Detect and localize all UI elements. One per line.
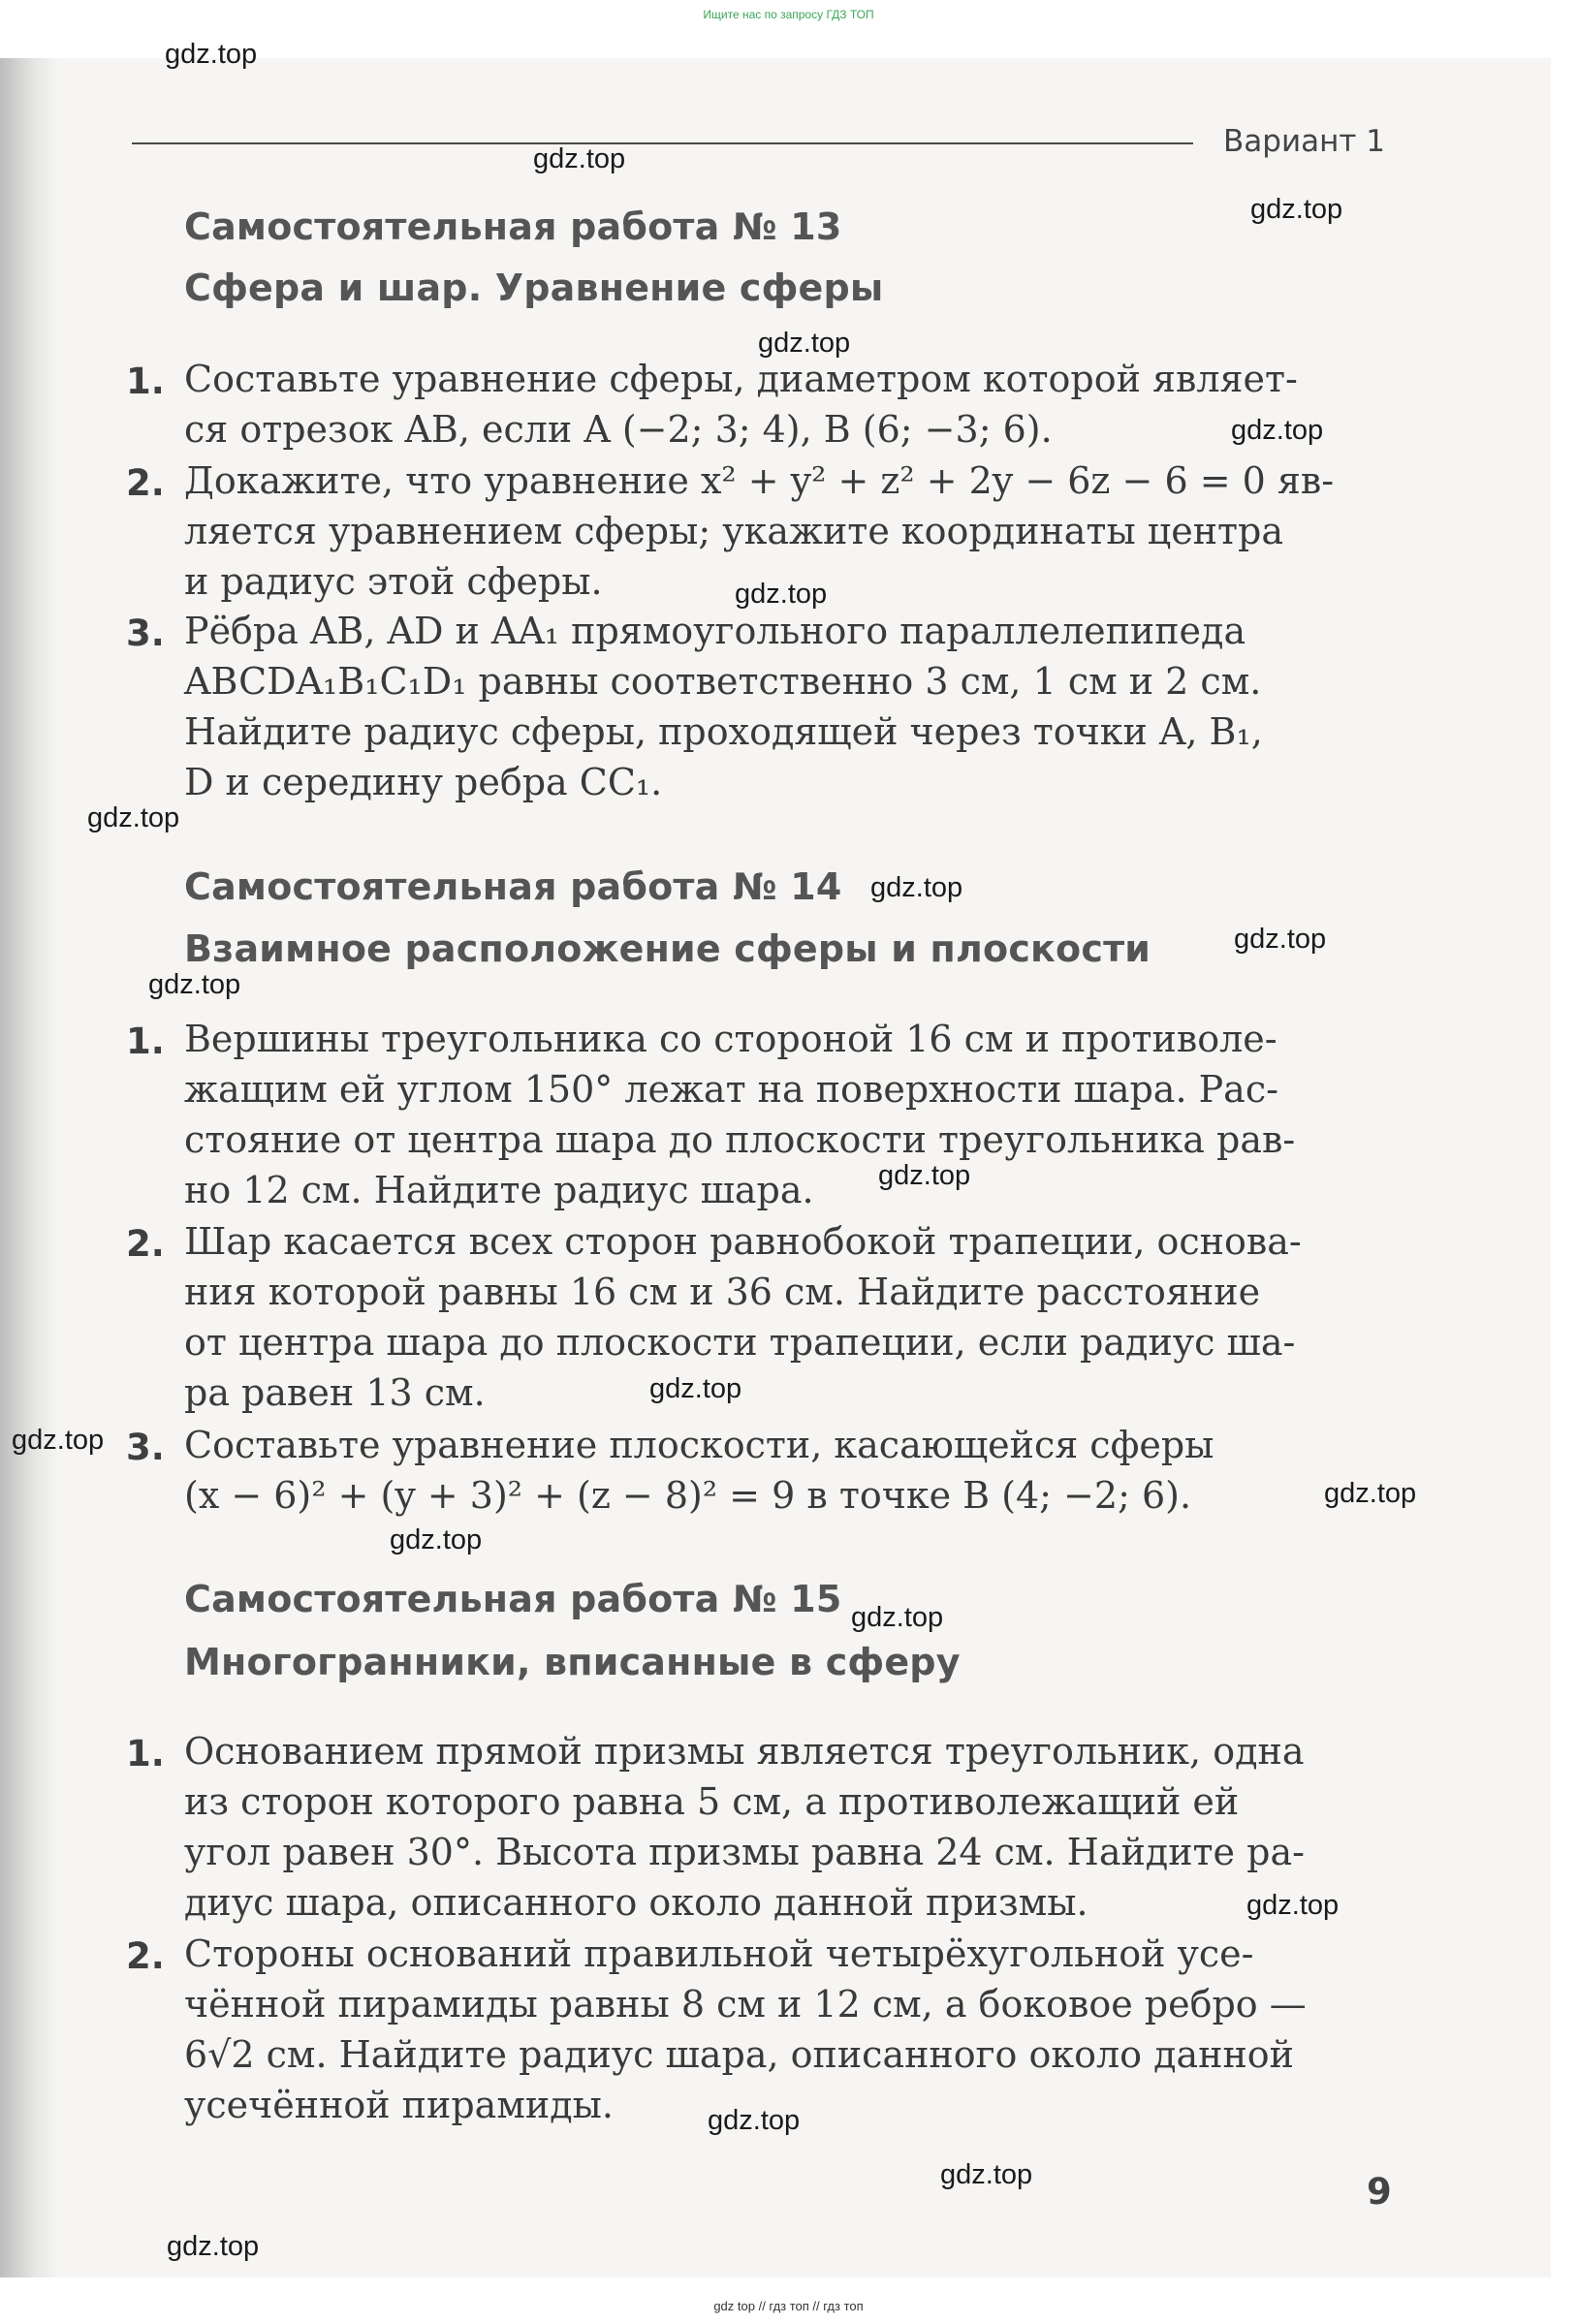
watermark: gdz.top	[1234, 924, 1327, 955]
task-number: 2.	[126, 1935, 165, 1977]
task-line: но 12 см. Найдите радиус шара.	[184, 1169, 814, 1211]
section-title-13: Самостоятельная работа № 13	[184, 205, 842, 248]
section-title-14: Самостоятельная работа № 14	[184, 865, 842, 908]
watermark: gdz.top	[940, 2159, 1033, 2190]
watermark: gdz.top	[649, 1373, 742, 1404]
task-line: из сторон которого равна 5 см, а противолежащий ей	[184, 1780, 1240, 1823]
task-line: (x − 6)² + (y + 3)² + (z − 8)² = 9 в точке B (4; −2; 6).	[184, 1474, 1192, 1517]
task-line: ляется уравнением сферы; укажите координаты центра	[184, 510, 1284, 552]
watermark: gdz.top	[148, 969, 241, 1000]
watermark: gdz.top	[167, 2231, 260, 2262]
task-line: ния которой равны 16 см и 36 см. Найдите расстояние	[184, 1271, 1261, 1313]
task-line: ся отрезок AB, если A (−2; 3; 4), B (6; −3; 6).	[184, 408, 1053, 451]
task-number: 1.	[126, 361, 165, 402]
watermark: gdz.top	[708, 2105, 801, 2136]
task-line: Шар касается всех сторон равнобокой трапеции, основа-	[184, 1220, 1302, 1263]
task-line: стояние от центра шара до плоскости треугольника рав-	[184, 1118, 1296, 1161]
watermark: gdz.top	[1250, 194, 1343, 225]
task-line: от центра шара до плоскости трапеции, если радиус ша-	[184, 1321, 1296, 1364]
page-number: 9	[1367, 2171, 1392, 2213]
task-line: диус шара, описанного около данной призмы.	[184, 1881, 1088, 1924]
task-line: Стороны оснований правильной четырёхугольной усе-	[184, 1932, 1254, 1975]
section-subtitle-13: Сфера и шар. Уравнение сферы	[184, 267, 884, 309]
task-line: D и середину ребра CC₁.	[184, 761, 663, 803]
section-title-15: Самостоятельная работа № 15	[184, 1578, 842, 1620]
watermark: gdz.top	[1324, 1478, 1417, 1509]
task-number: 1.	[126, 1733, 165, 1774]
task-line: чённой пирамиды равны 8 см и 12 см, а боковое ребро —	[184, 1983, 1307, 2026]
task-line: Составьте уравнение сферы, диаметром которой являет-	[184, 358, 1298, 400]
header-rule	[132, 142, 1193, 144]
task-number: 2.	[126, 1223, 165, 1265]
task-number: 3.	[126, 1427, 165, 1468]
section-subtitle-14: Взаимное расположение сферы и плоскости	[184, 927, 1151, 970]
task-line: Докажите, что уравнение x² + y² + z² + 2y − 6z − 6 = 0 яв-	[184, 459, 1335, 502]
task-line: Рёбра AB, AD и AA₁ прямоугольного параллелепипеда	[184, 610, 1246, 652]
watermark: gdz.top	[1231, 415, 1324, 446]
task-line: и радиус этой сферы.	[184, 560, 603, 603]
watermark: gdz.top	[533, 143, 626, 174]
task-line: угол равен 30°. Высота призмы равна 24 см. Найдите ра-	[184, 1831, 1305, 1873]
task-number: 2.	[126, 462, 165, 504]
task-line: Найдите радиус сферы, проходящей через точки A, B₁,	[184, 710, 1263, 753]
section-subtitle-15: Многогранники, вписанные в сферу	[184, 1641, 961, 1683]
watermark: gdz.top	[870, 872, 963, 903]
task-line: жащим ей углом 150° лежат на поверхности шара. Рас-	[184, 1068, 1278, 1111]
task-line: Основанием прямой призмы является треугольник, одна	[184, 1730, 1305, 1773]
task-line: Вершины треугольника со стороной 16 см и противоле-	[184, 1018, 1277, 1060]
task-line: 6√2 см. Найдите радиус шара, описанного около данной	[184, 2033, 1295, 2076]
watermark: gdz.top	[390, 1524, 483, 1555]
watermark: gdz.top	[1246, 1890, 1340, 1921]
watermark: gdz.top	[735, 579, 828, 610]
task-number: 1.	[126, 1021, 165, 1062]
watermark: gdz.top	[12, 1425, 105, 1456]
task-number: 3.	[126, 612, 165, 654]
watermark: gdz.top	[758, 328, 851, 359]
task-line: ABCDA₁B₁C₁D₁ равны соответственно 3 см, 1 см и 2 см.	[184, 660, 1262, 703]
task-line: Составьте уравнение плоскости, касающейся сферы	[184, 1424, 1214, 1466]
watermark: gdz.top	[165, 39, 258, 70]
watermark: gdz.top	[87, 802, 180, 833]
binding-shadow	[0, 58, 58, 2277]
variant-label: Вариант 1	[1223, 124, 1385, 159]
bottom-note: gdz top // гдз топ // гдз топ	[713, 2299, 864, 2313]
watermark: gdz.top	[851, 1602, 944, 1633]
watermark: gdz.top	[878, 1160, 971, 1191]
task-line: ра равен 13 см.	[184, 1371, 486, 1414]
top-search-note: Ищите нас по запросу ГДЗ ТОП	[703, 8, 874, 21]
task-line: усечённой пирамиды.	[184, 2084, 614, 2126]
